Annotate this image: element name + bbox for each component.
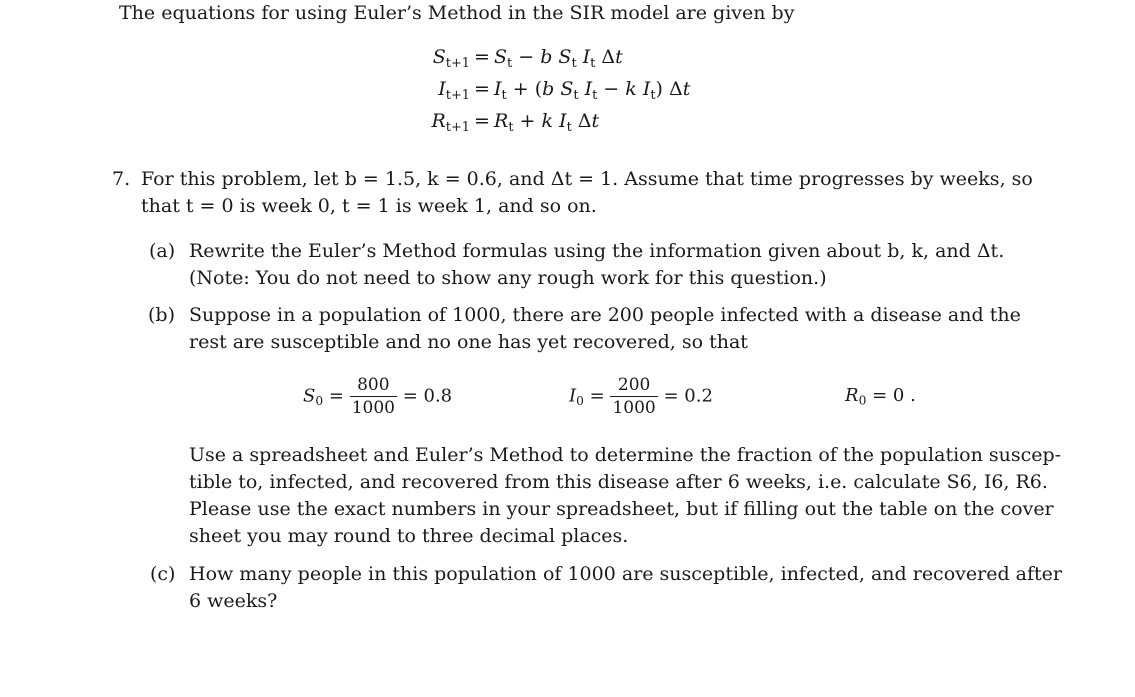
equation-r: $R_{t+1} = R_t + k$ $I_t$ Δt xyxy=(431,110,600,135)
part-b-task xyxy=(189,442,1062,550)
s0-fraction: $\frac{800}{1000}$ xyxy=(351,375,395,418)
part-c-text xyxy=(189,561,1062,615)
part-b-line-2: rest are susceptible and no one has yet recovered, so that xyxy=(189,331,748,353)
part-c-line-1: How many people in this population of 1000 are susceptible, infected, and recovered after xyxy=(189,563,1062,585)
part-b-task-line-3: Please use the exact numbers in your spreadsheet, but if filling out the table on the cover xyxy=(189,498,1054,520)
i0-fraction: $\frac{200}{1000}$ xyxy=(612,375,656,418)
part-b-task-line-1: Use a spreadsheet and Euler’s Method to determine the fraction of the population suscep- xyxy=(189,444,1062,466)
part-a-line-2: (Note: You do not need to show any rough work for this question.) xyxy=(189,267,827,289)
part-b-intro xyxy=(189,302,1033,356)
part-c-line-2: 6 weeks? xyxy=(189,590,278,612)
equation-i: $I_{t+1} = I_t + (b$ $S_t$ $I_t - k$ $I_t$) Δt xyxy=(438,78,691,103)
intro-text: The equations for using Euler’s Method in the SIR model are given by xyxy=(119,2,795,24)
part-b-task-line-2: tible to, infected, and recovered from this disease after 6 weeks, i.e. calculate S6, I6, R6. xyxy=(189,471,1048,493)
part-a-label: (a) xyxy=(149,240,176,262)
part-b-label: (b) xyxy=(148,304,175,326)
problem-number: 7. xyxy=(112,168,131,190)
part-b-line-1: Suppose in a population of 1000, there are 200 people infected with a disease and the xyxy=(189,304,1021,326)
initial-r0: $R_0 = 0$ . xyxy=(845,385,916,408)
problem-line-2: that t = 0 is week 0, t = 1 is week 1, and so on. xyxy=(141,195,597,217)
part-a-text xyxy=(189,238,1033,292)
part-a-line-1: Rewrite the Euler’s Method formulas using the information given about b, k, and Δt. xyxy=(189,240,1005,262)
equation-s: $S_{t+1} = S_t - b$ $S_t$ $I_t$ Δt xyxy=(432,46,623,71)
part-b-task-line-4: sheet you may round to three decimal places. xyxy=(189,525,629,547)
initial-s0: $S_0$ = $\frac{800}{1000}$ = 0.8 xyxy=(303,375,453,418)
problem-statement xyxy=(141,166,1033,220)
part-c-label: (c) xyxy=(150,563,176,585)
problem-line-1: For this problem, let b = 1.5, k = 0.6, and Δt = 1. Assume that time progresses by weeks, so xyxy=(141,168,1033,190)
initial-i0: $I_0$ = $\frac{200}{1000}$ = 0.2 xyxy=(569,375,713,418)
